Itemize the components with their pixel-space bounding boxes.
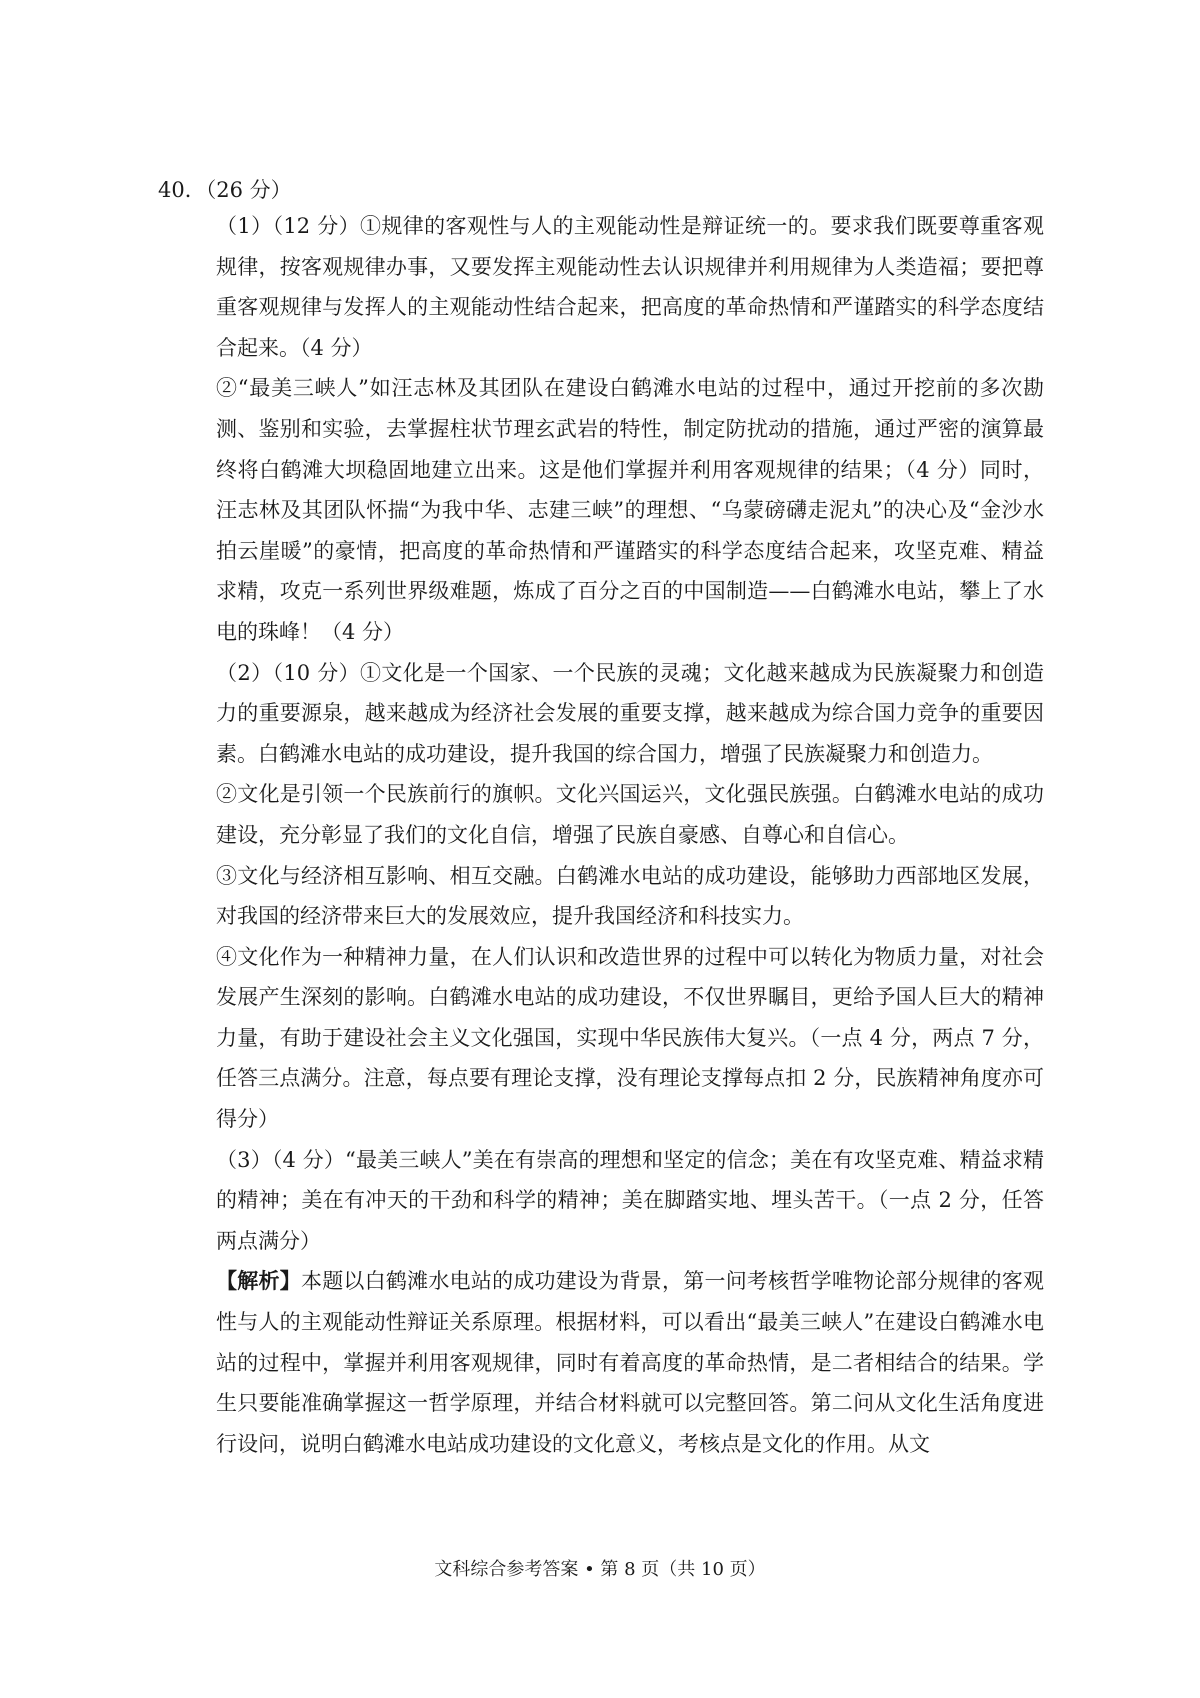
answer-body — [216, 206, 1044, 1464]
analysis-label: 【解析】 — [216, 1268, 301, 1294]
part1-point1: （1）（12 分）①规律的客观性与人的主观能动性是辩证统一的。要求我们既要尊重客观规律，按客观规律办事，又要发挥主观能动性去认识规律并利用规律为人类造福；要把尊重客观规律与发挥人的主观能动性结合起来，把高度的革命热情和严谨踏实的科学态度结合起来。（4 分） — [216, 214, 1044, 360]
question-number: 40．（26 分） — [158, 178, 292, 202]
part3-answer: （3）（4 分）“最美三峡人”美在有崇高的理想和坚定的信念；美在有攻坚克难、精益求精的精神；美在有冲天的干劲和科学的精神；美在脚踏实地、埋头苦干。（一点 2 分，任答两点满分） — [216, 1147, 1044, 1253]
part2-point4: ④文化作为一种精神力量，在人们认识和改造世界的过程中可以转化为物质力量，对社会发展产生深刻的影响。白鹤滩水电站的成功建设，不仅世界瞩目，更给予国人巨大的精神力量，有助于建设社会主义文化强国，实现中华民族伟大复兴。（一点 4 分，两点 7 分，任答三点满分。注意，每点要有理论支撑，没有理论支撑每点扣 2 分，民族精神角度亦可得分） — [216, 944, 1044, 1132]
analysis-paragraph — [216, 1261, 1044, 1464]
part2-point3: ③文化与经济相互影响、相互交融。白鹤滩水电站的成功建设，能够助力西部地区发展，对我国的经济带来巨大的发展效应，提升我国经济和科技实力。 — [216, 863, 1044, 929]
part1-point2: ②“最美三峡人”如汪志林及其团队在建设白鹤滩水电站的过程中，通过开挖前的多次勘测、鉴别和实验，去掌握柱状节理玄武岩的特性，制定防扰动的措施，通过严密的演算最终将白鹤滩大坝稳固地建立出来。这是他们掌握并利用客观规律的结果；（4 分）同时，汪志林及其团队怀揣“为我中华、志建三峡”的理想、“乌蒙磅礴走泥丸”的决心及“金沙水拍云崖暖”的豪情，把高度的革命热情和严谨踏实的科学态度结合起来，攻坚克难、精益求精，攻克一系列世界级难题，炼成了百分之百的中国制造——白鹤滩水电站，攀上了水电的珠峰！（4 分） — [216, 376, 1044, 644]
part2-point1: （2）（10 分）①文化是一个国家、一个民族的灵魂；文化越来越成为民族凝聚力和创造力的重要源泉，越来越成为经济社会发展的重要支撑，越来越成为综合国力竞争的重要因素。白鹤滩水电站的成功建设，提升我国的综合国力，增强了民族凝聚力和创造力。 — [216, 660, 1044, 766]
page-footer: 文科综合参考答案 • 第 8 页（共 10 页） — [434, 1559, 766, 1580]
part2-point2: ②文化是引领一个民族前行的旗帜。文化兴国运兴，文化强民族强。白鹤滩水电站的成功建设，充分彰显了我们的文化自信，增强了民族自豪感、自尊心和自信心。 — [216, 782, 1044, 847]
analysis-text: 本题以白鹤滩水电站的成功建设为背景，第一问考核哲学唯物论部分规律的客观性与人的主观能动性辩证关系原理。根据材料，可以看出“最美三峡人”在建设白鹤滩水电站的过程中，掌握并利用客观规律，同时有着高度的革命热情，是二者相结合的结果。学生只要能准确掌握这一哲学原理，并结合材料就可以完整回答。第二问从文化生活角度进行设问，说明白鹤滩水电站成功建设的文化意义，考核点是文化的作用。从文 — [216, 1269, 1045, 1456]
